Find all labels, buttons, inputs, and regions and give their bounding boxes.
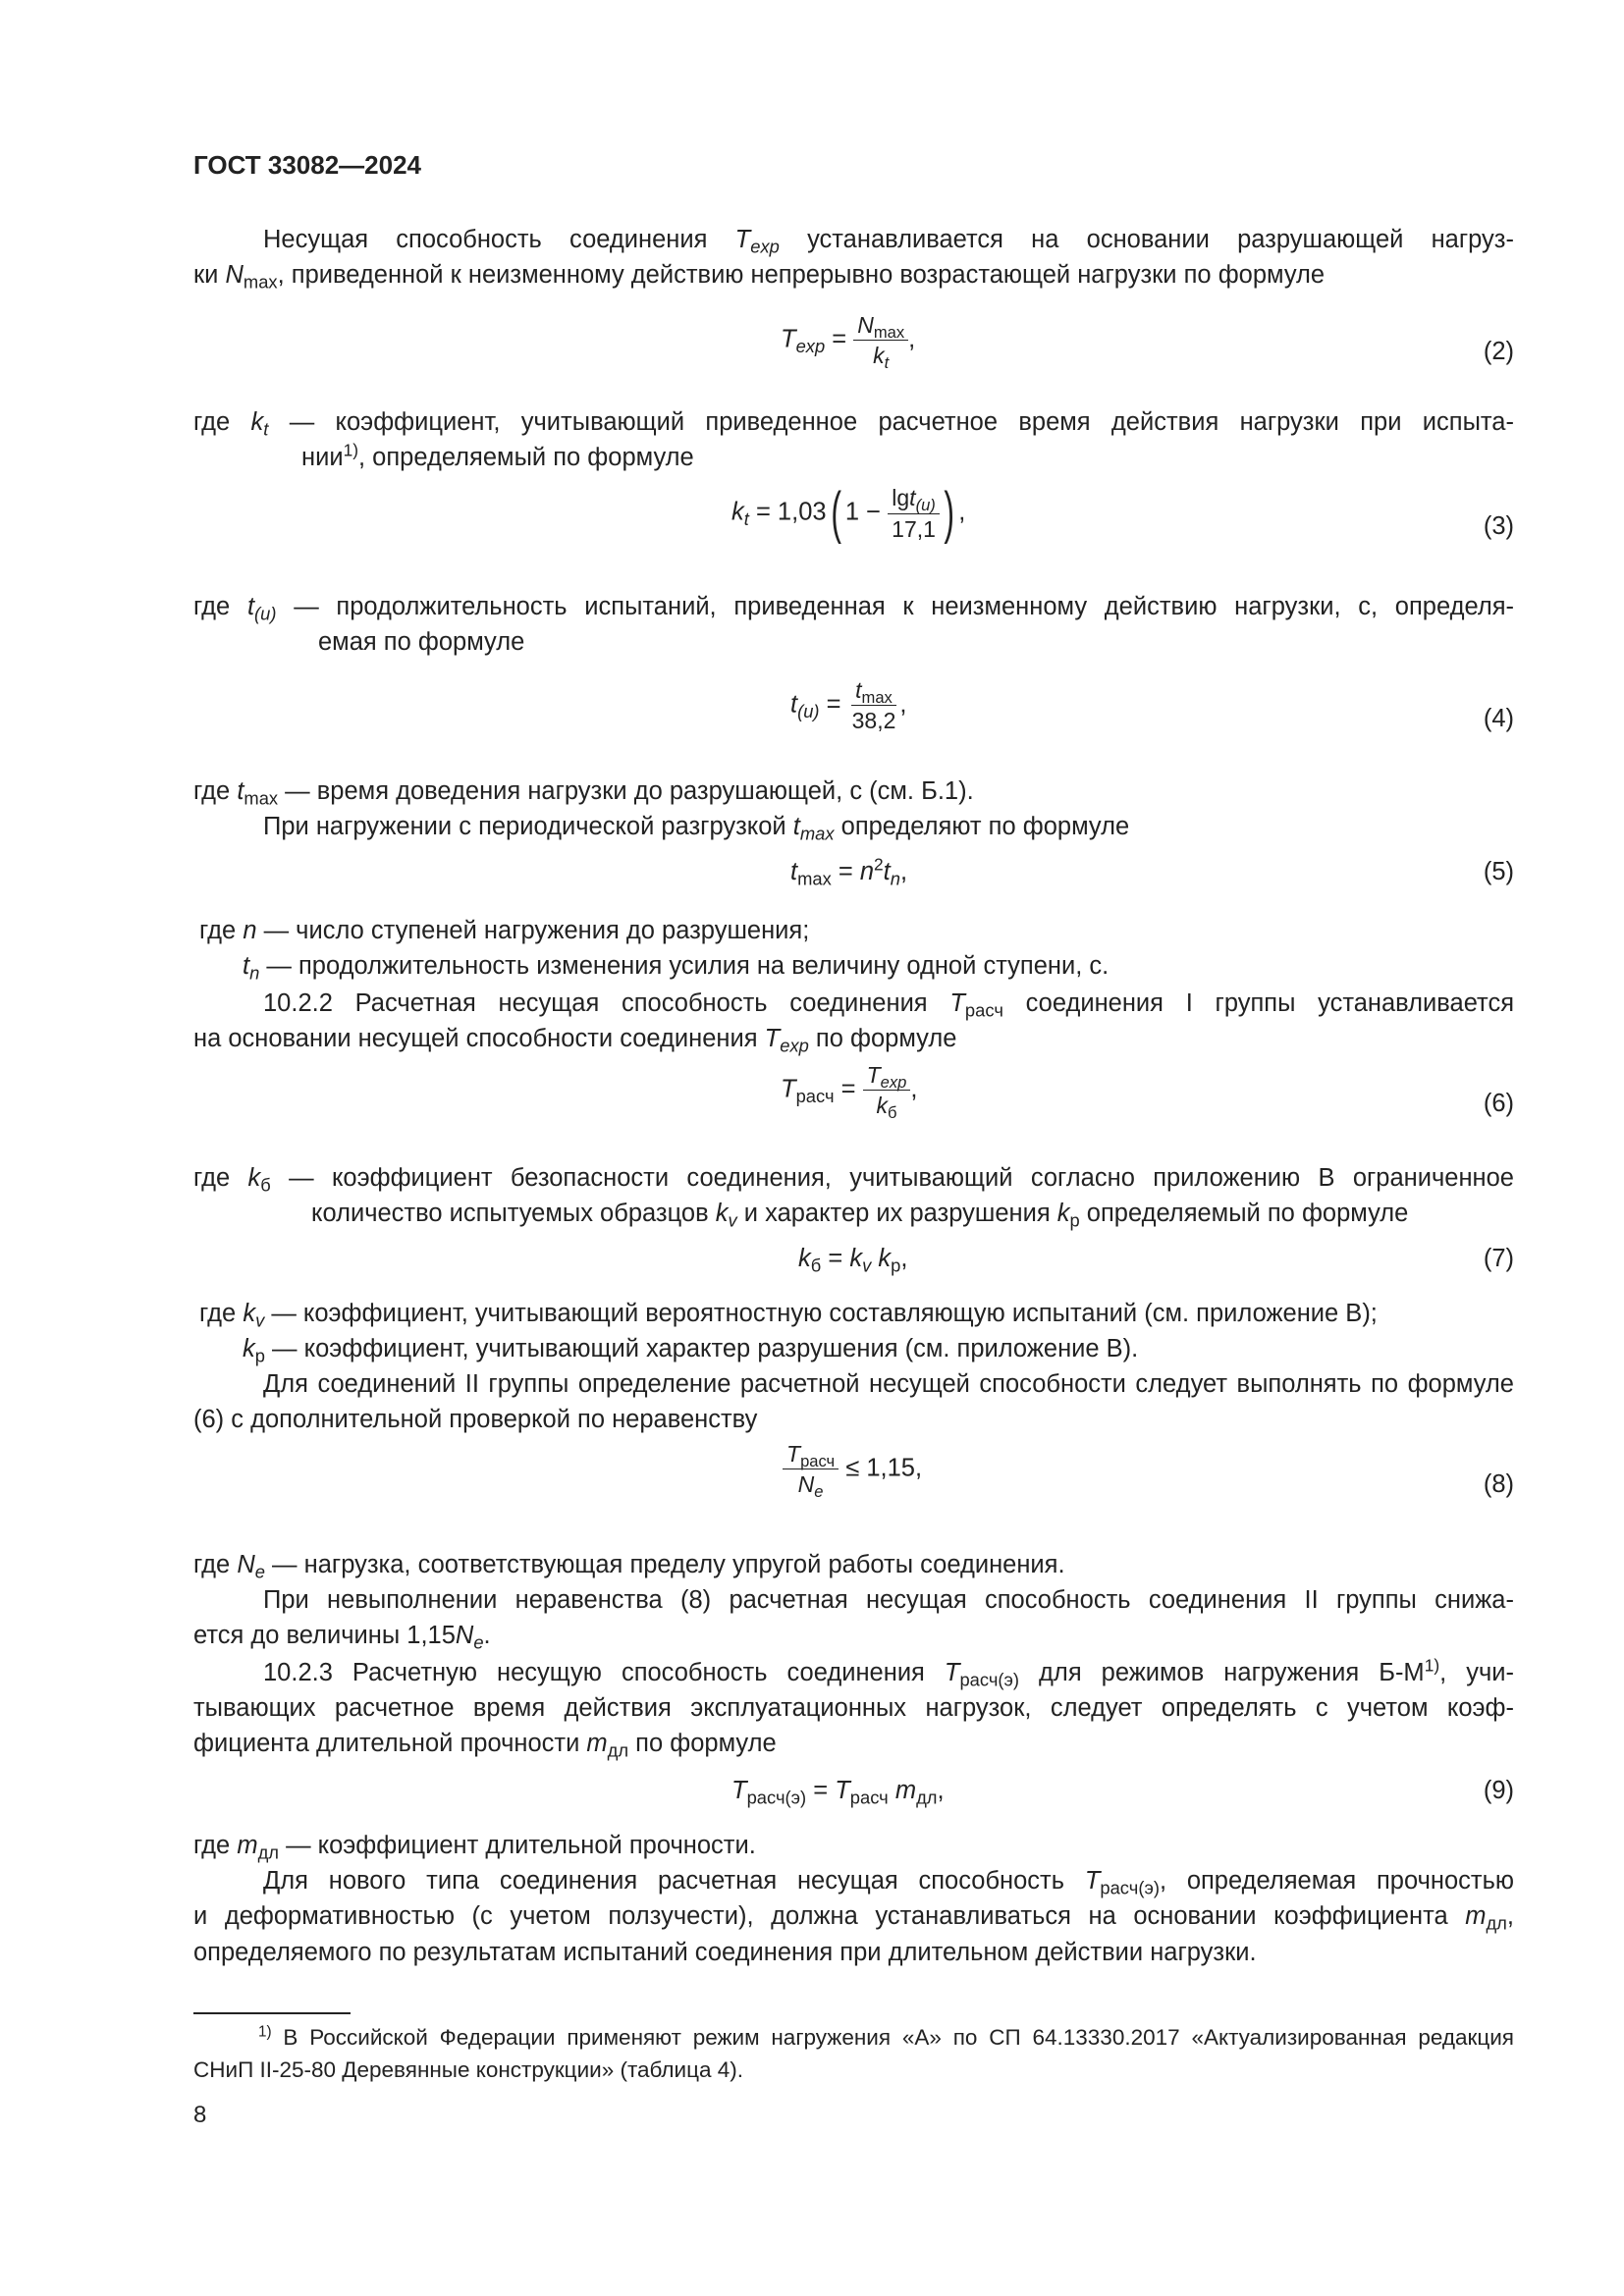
paragraph-bearing-capacity: Несущая способность соединения $T_{exp}$ устанавливается на основании разрушающей нагруз- ки $N_{max}$, приведенной к неизменному действию непрерывно возрастающей нагрузки по формуле	[193, 226, 1514, 293]
document-header: ГОСТ 33082—2024	[193, 150, 421, 180]
clause-10-2-3: 10.2.3 Расчетную несущую способность соединения $T_{расч(э)}$ для режимов нагружения $Б-М^{1)}$, учи- тывающих расчетное время действия эксплуатационных нагрузок, следует определять с учетом коэф- фициента длительной прочности $m_{дл}$ по формуле	[193, 1655, 1514, 1761]
definition-kv: где $k_v$ — коэффициент, учитывающий вероятностную составляющую испытаний (см. приложение В); $k_р$ — коэффициент, учитывающий характер разрушения (см. приложение В).	[199, 1300, 1378, 1366]
equation-number: (5)	[1483, 858, 1514, 885]
footnote-marker: 1)	[258, 2023, 272, 2041]
definition-kb: где $k_б$ — коэффициент безопасности соединения, учитывающий согласно приложению В ограниченное количество испытуемых образцов $k_v$ и характер их разрушения $k_р$ определяемый по формуле	[193, 1164, 1514, 1231]
equation-8: $\frac{T_{расч}}{N_e}$ ≤ 1,15, (8)	[193, 1441, 1514, 1529]
equation-5: $t_{max} = n^2t_n$, (5)	[790, 854, 1514, 889]
page-number: 8	[193, 2102, 207, 2128]
equation-7: $k_б = k_v$ $k_р$, (7)	[193, 1241, 1514, 1280]
equation-number: (3)	[1483, 512, 1514, 540]
footnote: $^{1)}$ В Российской Федерации применяют режим нагружения «А» по СП 64.13330.2017 «Актуализированная редакция СНиП II-25-80 Деревянные конструкции» (таблица 4).	[193, 2023, 1514, 2082]
equation-number: (9)	[1483, 1777, 1514, 1804]
equation-number: (8)	[1483, 1470, 1514, 1498]
definition-mdl: где $m_{дл}$ — коэффициент длительной прочности. Для нового типа соединения расчетная несущая способность $T_{расч(э)}$, определяемая прочностью и деформативностью (с учетом ползучести), должна устанавливаться на основании коэффициента $m_{дл}$, определяемого по результатам испытаний соединения при длительном действии нагрузки.	[193, 1832, 1514, 1966]
equation-9: $T_{расч(э)} = T_{расч}$ $m_{дл}$, (9)	[193, 1773, 1514, 1812]
equation-3: $k_t = 1,03$( 1 − $\frac{\lg t_{(u)}}{17,1}$ ) , (3)	[731, 481, 1514, 545]
paragraph-group-2: Для соединений II группы определение расчетной несущей способности следует выполнять по формуле (6) с дополнительной проверкой по неравенству	[193, 1370, 1514, 1434]
footnote-divider	[193, 2012, 351, 2014]
equation-number: (6)	[1483, 1090, 1514, 1117]
equation-number: (4)	[1483, 705, 1514, 732]
definition-kt: где $k_t$ — коэффициент, учитывающий приведенное расчетное время действия нагрузки при испыта- нии$^{1)}$, определяемый по формуле	[193, 408, 1514, 472]
equation-6: $T_{расч}$ = $\frac{T_{exp}}{k_б}$ , (6)	[781, 1062, 1514, 1123]
definition-n: где n — число ступеней нагружения до разрушения; $t_n$ — продолжительность изменения усилия на величину одной ступени, с.	[199, 917, 1110, 984]
definition-tmax: где $t_{max}$ — время доведения нагрузки до разрушающей, с (см. Б.1). При нагружении с периодической разгрузкой $t_{max}$ определяют по формуле	[193, 777, 1130, 844]
equation-4: $t_{(u)}$ = $\frac{t_{max}}{38,2}$ , (4)	[193, 677, 1514, 756]
equation-2: $T_{exp}$ = $\frac{N_{max}}{k_t}$ , (2)	[781, 312, 1514, 373]
equation-number: (2)	[1483, 338, 1514, 365]
equation-number: (7)	[1483, 1245, 1514, 1272]
definition-tu: где $t_{(u)}$ — продолжительность испытаний, приведенная к неизменному действию нагрузки, с, определя- емая по формуле	[193, 593, 1514, 657]
footnote-reference: 1)	[1424, 1655, 1440, 1676]
definition-Ne: где $N_e$ — нагрузка, соответствующая пределу упругой работы соединения. При невыполнении неравенства (8) расчетная несущая способность соединения II группы снижа- ется до величины $1,15N_e$.	[193, 1551, 1514, 1653]
footnote-reference: 1)	[343, 440, 358, 460]
clause-10-2-2: 10.2.2 Расчетная несущая способность соединения $T_{расч}$ соединения I группы устанавливается на основании несущей способности соединения $T_{exp}$ по формуле	[193, 989, 1514, 1056]
